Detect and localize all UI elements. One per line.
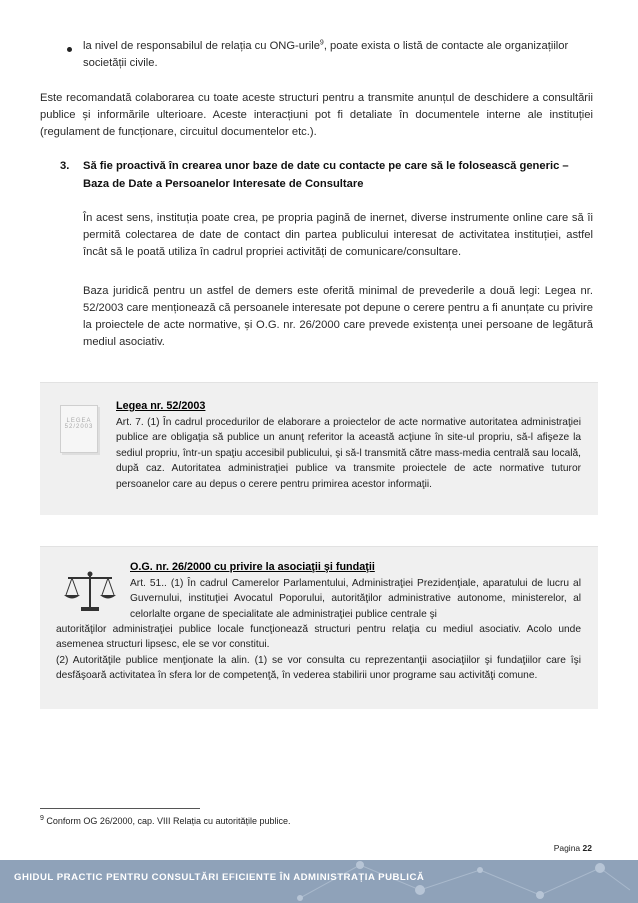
footer-title: GHIDUL PRACTIC PENTRU CONSULTĂRI EFICIENTE ÎN ADMINISTRAȚIA PUBLICĂ [14,872,425,883]
page-number: Pagina 22 [553,843,592,853]
box-text-full: autorităţilor administraţiei publice locale funcţionează structuri pentru relaţia cu mediul asociativ. Acolo unde asemenea structuri lipsesc, ele se vor constitui. [56,624,581,651]
box-title: O.G. nr. 26/2000 cu privire la asociaţii şi fundaţii [130,561,375,573]
law-document-icon: LEGEA 52/2003 [60,405,98,453]
footnote-reference[interactable]: 9 [319,39,324,47]
law-52-2003-box [40,382,598,515]
recommendation-paragraph: Este recomandată colaborarea cu toate aceste structuri pentru a transmite anunțul de deschidere a consultării publice și informările ulterioare. Aceste interacțiuni pot fi detaliate în documentele interne ale instituției (regulament de funcționare, circuitul documentelor etc.). [40,92,593,138]
footer-banner [0,860,638,903]
og-26-2000-box [40,546,598,709]
footnote: $^9$ Conform OG 26/2000, cap. VIII Relația cu autoritățile publice. [40,815,291,826]
bullet-icon [67,47,72,52]
box-title: Legea nr. 52/2003 [116,400,206,412]
section-paragraph-2: Baza juridică pentru un astfel de demers este oferită minimal de prevederile a două legi: Legea nr. 52/2003 care menționează că persoanele interesate pot depune o cerere pentru a fi anunțate cu privire la proiectele de acte normative, și O.G. nr. 26/2000 care prevede existența unei persoane de legătură mediul asociativ. [83,285,593,348]
box-text-alin-2: (2) Autorităţile publice menţionate la alin. (1) se vor consulta cu reprezentanţii asociaţiilor şi fundaţiilor care îşi desfăşoară activitatea în sfera lor de competenţă, în vederea stabilirii unor programe sau activităţi comune. [56,655,581,682]
box-text-indented: Art. 51.. (1) În cadrul Camerelor Parlamentului, Administraţiei Prezidenţiale, aparatului de lucru al Guvernului, instituţiei Avocatul Poporului, autorităţilor administrative autonome, ministerelor, al celorlalte organe de specialitate ale administraţiei publice centrale şi [130,578,581,620]
section-heading: Să fie proactivă în crearea unor baze de date cu contacte pe care să le folosească generic – Baza de Date a Persoanelor Interesate de Consultare [83,160,569,190]
footnote-separator [40,808,200,809]
section-number: 3. [60,160,70,172]
box-text: Art. 7. (1) În cadrul procedurilor de elaborare a proiectelor de acte normative autoritatea administraţiei publice are obligaţia să publice un anunţ referitor la această acţiune în site-ul propriu, să-l afişeze la sediul propriu, într-un spaţiu accesibil publicului, şi să-l transmită către mass-media centrală sau locală, după caz. Autoritatea administraţiei publice va transmite proiectele de acte normative tuturor persoanelor care au depus o cerere pentru primirea acestor informaţii. [116,417,581,490]
justice-scale-icon [62,569,118,613]
section-paragraph-1: În acest sens, instituția poate crea, pe propria pagină de inernet, diverse instrumente online care să îi permită colectarea de date de contact din partea publicului interesat de activitatea instituției, astfel încât să le poată utiliza în cadrul propriei activități de comunicare/consultare. [83,212,593,258]
bullet-item: la nivel de responsabilul de relația cu ONG-urile$^9$, poate exista o listă de contacte ale organizațiilor societății civile. [83,39,569,69]
